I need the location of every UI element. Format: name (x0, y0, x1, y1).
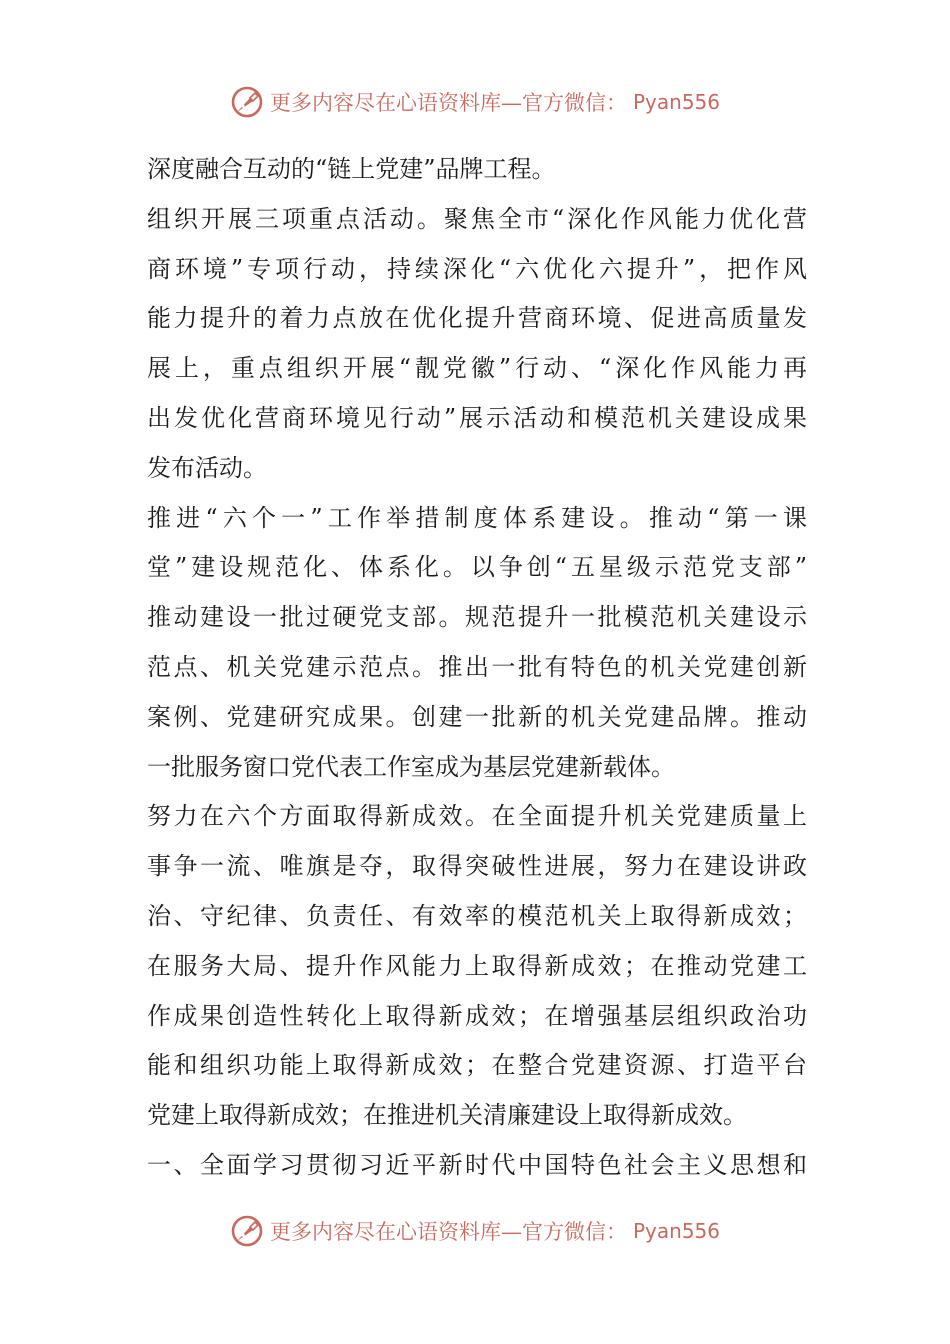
text-line: 作成果创造性转化上取得新成效；在增强基层组织政治功 (147, 1001, 807, 1030)
text-line: 深度融合互动的“链上党建”品牌工程。 (147, 155, 556, 183)
text-line: 推动建设一批过硬党支部。规范提升一批模范机关建设示 (147, 603, 807, 632)
banner-wechat-id: Pyan556 (632, 1219, 720, 1243)
text-line: 堂”建设规范化、体系化。以争创“五星级示范党支部” (147, 553, 807, 582)
text-line: 发布活动。 (147, 453, 267, 482)
text-line: 努力在六个方面取得新成效。在全面提升机关党建质量上 (147, 802, 807, 831)
pen-nib-logo-icon (230, 85, 264, 119)
text-line: 展上，重点组织开展“靓党徽”行动、“深化作风能力再 (147, 354, 807, 383)
text-line: 党建上取得新成效；在推进机关清廉建设上取得新成效。 (147, 1101, 747, 1130)
text-line: 事争一流、唯旗是夺，取得突破性进展，努力在建设讲政 (147, 852, 807, 881)
text-line: 能和组织功能上取得新成效；在整合党建资源、打造平台 (147, 1051, 807, 1080)
pen-nib-logo-icon (230, 1214, 264, 1248)
text-line: 治、守纪律、负责任、有效率的模范机关上取得新成效； (147, 901, 807, 930)
text-line: 一、全面学习贯彻习近平新时代中国特色社会主义思想和 (147, 1150, 807, 1179)
text-line: 出发优化营商环境见行动”展示活动和模范机关建设成果 (147, 403, 807, 432)
footer-banner (0, 1206, 950, 1256)
banner-text: 更多内容尽在心语资料库—官方微信： (269, 91, 627, 115)
text-line: 范点、机关党建示范点。推出一批有特色的机关党建创新 (147, 652, 807, 681)
text-line: 推进“六个一”工作举措制度体系建设。推动“第一课 (147, 503, 807, 532)
text-line: 商环境”专项行动，持续深化“六优化六提升”，把作风 (147, 254, 807, 283)
text-line: 案例、党建研究成果。创建一批新的机关党建品牌。推动 (147, 702, 807, 731)
header-banner (0, 77, 950, 127)
text-line: 在服务大局、提升作风能力上取得新成效；在推动党建工 (147, 951, 807, 980)
text-line: 组织开展三项重点活动。聚焦全市“深化作风能力优化营 (147, 204, 807, 233)
banner-wechat-id: Pyan556 (632, 90, 720, 114)
document-body (147, 145, 807, 1191)
banner-text: 更多内容尽在心语资料库—官方微信： (269, 1220, 627, 1244)
text-line: 能力提升的着力点放在优化提升营商环境、促进高质量发 (147, 304, 807, 333)
banner-content (230, 1214, 720, 1248)
banner-content (230, 85, 720, 119)
text-line: 一批服务窗口党代表工作室成为基层党建新载体。 (147, 752, 675, 781)
